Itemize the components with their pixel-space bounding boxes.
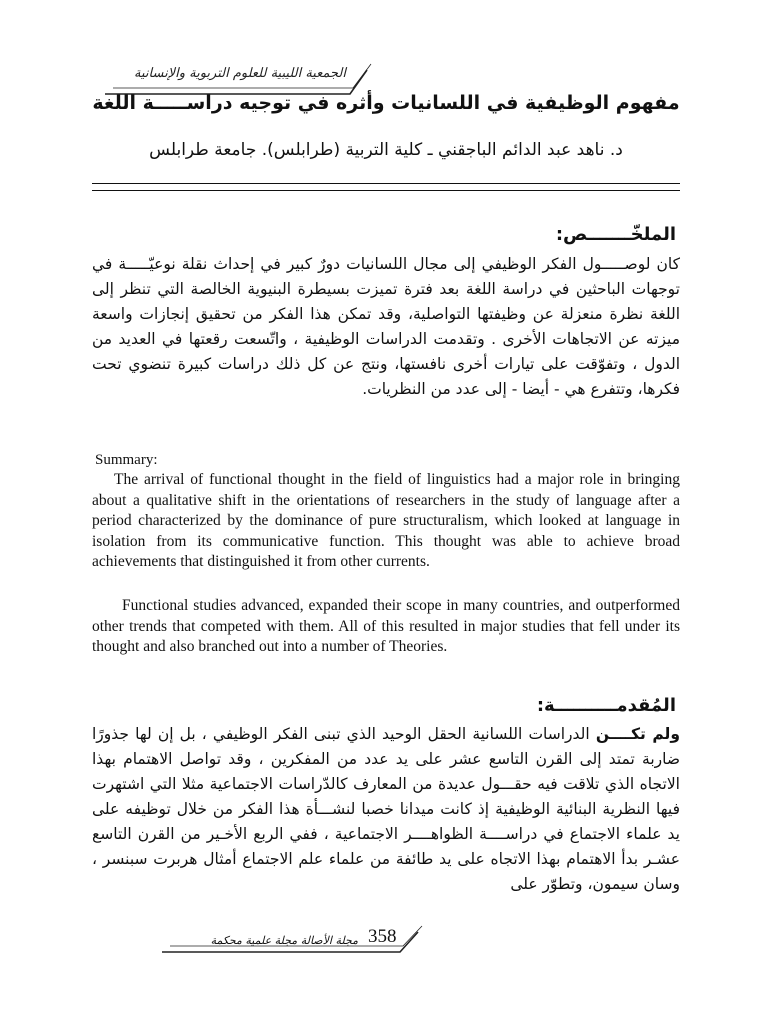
page-footer	[160, 922, 460, 962]
header-divider	[92, 183, 680, 184]
introduction-text	[92, 722, 680, 897]
author-line: د. ناهد عبد الدائم الباجقني ـ كلية التربية (طرابلس). جامعة طرابلس	[149, 140, 623, 160]
summary-paragraph-1: The arrival of functional thought in the field of linguistics had a major role in bringing about a qualitative shift in the orientations of researchers in the study of language after a period characterized by the dominance of pure structuralism, which looked at language in isolation from its communicative function. This thought was able to achieve broad achievements that distinguished it from other currents.	[92, 471, 680, 570]
summary-label: Summary:	[95, 452, 158, 468]
header-divider	[92, 190, 680, 191]
abstract-heading: الملخّـــــــص:	[555, 224, 676, 245]
summary-paragraph-2: Functional studies advanced, expanded their scope in many countries, and outperformed other trends that competed with them. All of this resulted in major studies that fell under its thought and also branched out into a number of Theories.	[92, 597, 680, 655]
page-number: 358	[368, 926, 397, 947]
abstract-arabic: كان لوصـــــول الفكر الوظيفي إلى مجال اللسانيات دورٌ كبير في إحداث نقلة نوعيّـــــة في توجهات الباحثين في دراسة اللغة بعد فترة تميزت بسيطرة البنيوية الخالصة التي تنظر إلى اللغة نظرة منعزلة عن وظيفتها التواصلية، وقد تمكن هذا الفكر من تحقيق إنجازات واسعة ميزته عن الاتجاهات الأخرى . وتقدمت الدراسات الوظيفية ، واتّسعت رقعتها في العديد من الدول ، وتفوّقت على تيارات أخرى نافستها، ونتج عن كل ذلك دراسات كبيرة تنضوي تحت فكرها، وتتفرع هي - أيضا - إلى عدد من النظريات.	[92, 255, 680, 398]
introduction-heading: المُقدمــــــــــة:	[536, 695, 676, 716]
article-title: مفهوم الوظيفية في اللسانيات وأثره في توجيه دراســـــة اللغة	[92, 92, 680, 114]
journal-header	[95, 60, 380, 96]
introduction-body: الدراسات اللسانية الحقل الوحيد الذي تبنى الفكر الوظيفي ، بل إن لها جذورًا ضاربة تمتد إلى القرن التاسع عشر على يد عدد من المفكرين ، وقد تواصل الاهتمام بهذا الاتجاه الذي تلاقت فيه حقـــول عديدة من المعارف كالدّراسات الاجتماعية مثلا التي اشتهرت فيها النظرية البنائية الوظيفية إذ كانت ميدانا خصبا لنشـــأة هذا الفكر من خلال توظيفه على يد علماء الاجتماع في دراســــة الظواهــــر الاجتماعية ، ففي الربع الأخـير من القرن التاسع عشـر بدأ الاهتمام بهذا الاتجاه على يد طائفة من علماء علم الاجتماع أمثال هربرت سبنسر ، وسان سيمون، وتطوّر على	[92, 725, 680, 893]
introduction-lead: ولم تكــــن	[595, 725, 680, 743]
footer-journal-name: مجلة الأصالة مجلة علمية محكمة	[210, 934, 358, 947]
journal-name: الجمعية الليبية للعلوم التربوية والإنسانية	[134, 66, 346, 81]
